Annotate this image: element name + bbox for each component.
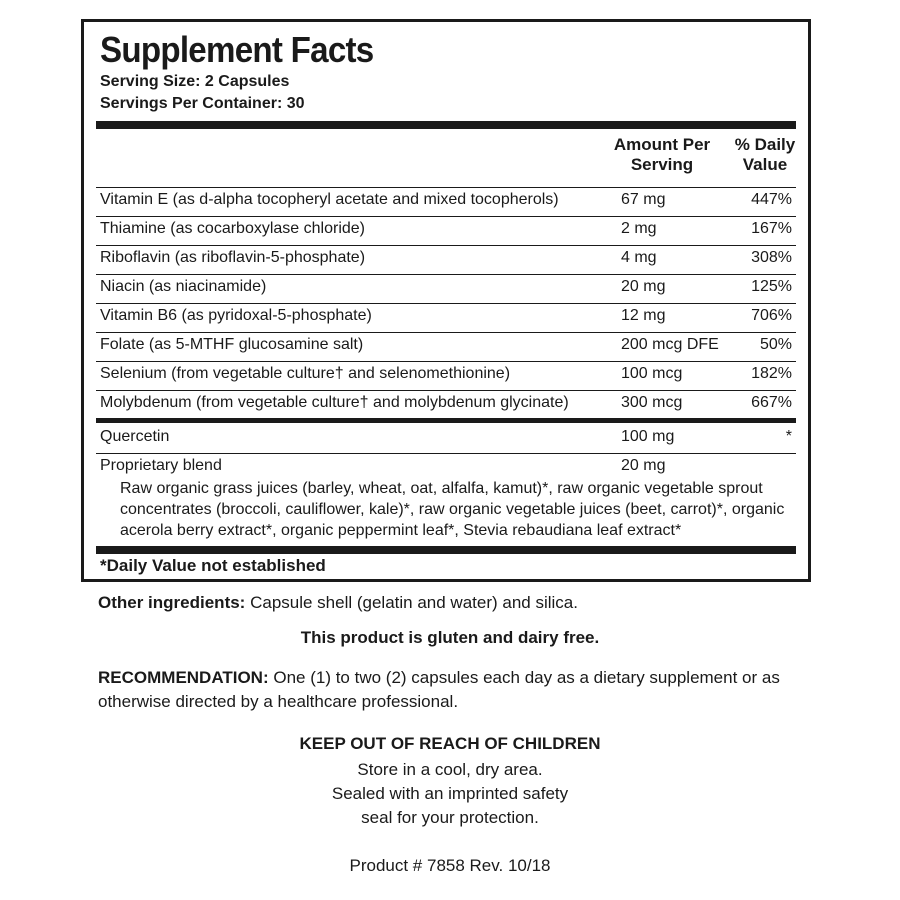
nutrient-name: Folate (as 5-MTHF glucosamine salt) bbox=[100, 336, 364, 353]
nutrient-row bbox=[96, 187, 796, 216]
nutrient-row bbox=[96, 274, 796, 303]
recommendation bbox=[98, 666, 780, 714]
nutrient-name: Quercetin bbox=[100, 428, 170, 445]
nutrient-daily-value: 447% bbox=[751, 191, 792, 208]
amount-header-line2: Serving bbox=[630, 155, 694, 174]
nutrient-amount: 12 mg bbox=[621, 307, 666, 324]
sealed-line-1: Sealed with an imprinted safety bbox=[331, 784, 569, 803]
keep-out-warning: KEEP OUT OF REACH OF CHILDREN bbox=[299, 734, 601, 753]
nutrient-row bbox=[96, 332, 796, 361]
nutrient-row bbox=[96, 216, 796, 245]
daily-value-header bbox=[727, 135, 803, 175]
nutrient-amount: 300 mcg bbox=[621, 394, 683, 411]
sealed-line-2: seal for your protection. bbox=[361, 808, 539, 827]
nutrient-amount: 100 mcg bbox=[621, 365, 683, 382]
other-ingredients-text: Capsule shell (gelatin and water) and silica. bbox=[245, 593, 578, 612]
dv-header-line2: Value bbox=[742, 155, 788, 174]
nutrient-daily-value: 308% bbox=[751, 249, 792, 266]
nutrient-amount: 100 mg bbox=[621, 428, 675, 445]
daily-value-footnote: *Daily Value not established bbox=[100, 556, 326, 575]
nutrient-name: Vitamin E (as d-alpha tocopheryl acetate and mixed tocopherols) bbox=[100, 191, 559, 208]
nutrient-amount: 20 mg bbox=[621, 457, 666, 474]
nutrient-name: Selenium (from vegetable culture† and selenomethionine) bbox=[100, 365, 511, 382]
nutrient-row bbox=[96, 245, 796, 274]
nutrient-row bbox=[96, 424, 796, 453]
nutrient-daily-value: * bbox=[785, 428, 792, 445]
serving-size: Serving Size: 2 Capsules bbox=[100, 73, 290, 90]
supplement-facts-panel bbox=[81, 19, 811, 582]
nutrient-name: Molybdenum (from vegetable culture† and molybdenum glycinate) bbox=[100, 394, 569, 411]
product-number: Product # 7858 Rev. 10/18 bbox=[349, 856, 551, 875]
nutrient-amount: 200 mcg DFE bbox=[621, 336, 719, 353]
nutrient-name: Vitamin B6 (as pyridoxal-5-phosphate) bbox=[100, 307, 372, 324]
nutrient-daily-value: 182% bbox=[751, 365, 792, 382]
nutrient-amount: 20 mg bbox=[621, 278, 666, 295]
nutrient-name: Proprietary blend bbox=[100, 457, 222, 474]
thick-divider bbox=[96, 121, 796, 129]
nutrient-daily-value: 667% bbox=[751, 394, 792, 411]
amount-per-serving-header bbox=[611, 135, 713, 175]
storage-instructions: Store in a cool, dry area. bbox=[357, 760, 543, 779]
nutrient-row bbox=[96, 390, 796, 419]
nutrient-name: Niacin (as niacinamide) bbox=[100, 278, 267, 295]
gluten-dairy-free-notice: This product is gluten and dairy free. bbox=[300, 628, 600, 647]
thick-divider-bottom bbox=[96, 546, 796, 554]
nutrient-row bbox=[96, 303, 796, 332]
nutrient-daily-value: 50% bbox=[759, 336, 792, 353]
recommendation-text: One (1) to two (2) capsules each day as a dietary supplement or as otherwise directed by a healthcare professional. bbox=[98, 668, 780, 711]
nutrient-daily-value: 167% bbox=[751, 220, 792, 237]
nutrient-name: Riboflavin (as riboflavin-5-phosphate) bbox=[100, 249, 366, 266]
panel-title: Supplement Facts bbox=[100, 29, 374, 70]
nutrient-amount: 67 mg bbox=[621, 191, 666, 208]
nutrient-row bbox=[96, 361, 796, 390]
blend-description: Raw organic grass juices (barley, wheat, oat, alfalfa, kamut)*, raw organic vegetable sprout concentrates (broccoli, cauliflower, kale)*, raw organic vegetable juices (beet, carrot)*, organic acerola berry extract*, organic peppermint leaf*, Stevia rebaudiana leaf extract* bbox=[120, 480, 785, 539]
nutrient-amount: 2 mg bbox=[621, 220, 657, 237]
row-divider bbox=[96, 453, 796, 454]
nutrient-daily-value: 125% bbox=[751, 278, 792, 295]
nutrient-daily-value: 706% bbox=[751, 307, 792, 324]
medium-divider bbox=[96, 418, 796, 423]
servings-per-container: Servings Per Container: 30 bbox=[100, 95, 305, 112]
nutrient-amount: 4 mg bbox=[621, 249, 657, 266]
amount-header-line1: Amount Per bbox=[613, 135, 711, 154]
other-ingredients bbox=[98, 593, 578, 613]
dv-header-line1: % Daily bbox=[734, 135, 796, 154]
recommendation-label: RECOMMENDATION: bbox=[98, 668, 269, 687]
nutrient-name: Thiamine (as cocarboxylase chloride) bbox=[100, 220, 365, 237]
other-ingredients-label: Other ingredients: bbox=[98, 593, 246, 612]
